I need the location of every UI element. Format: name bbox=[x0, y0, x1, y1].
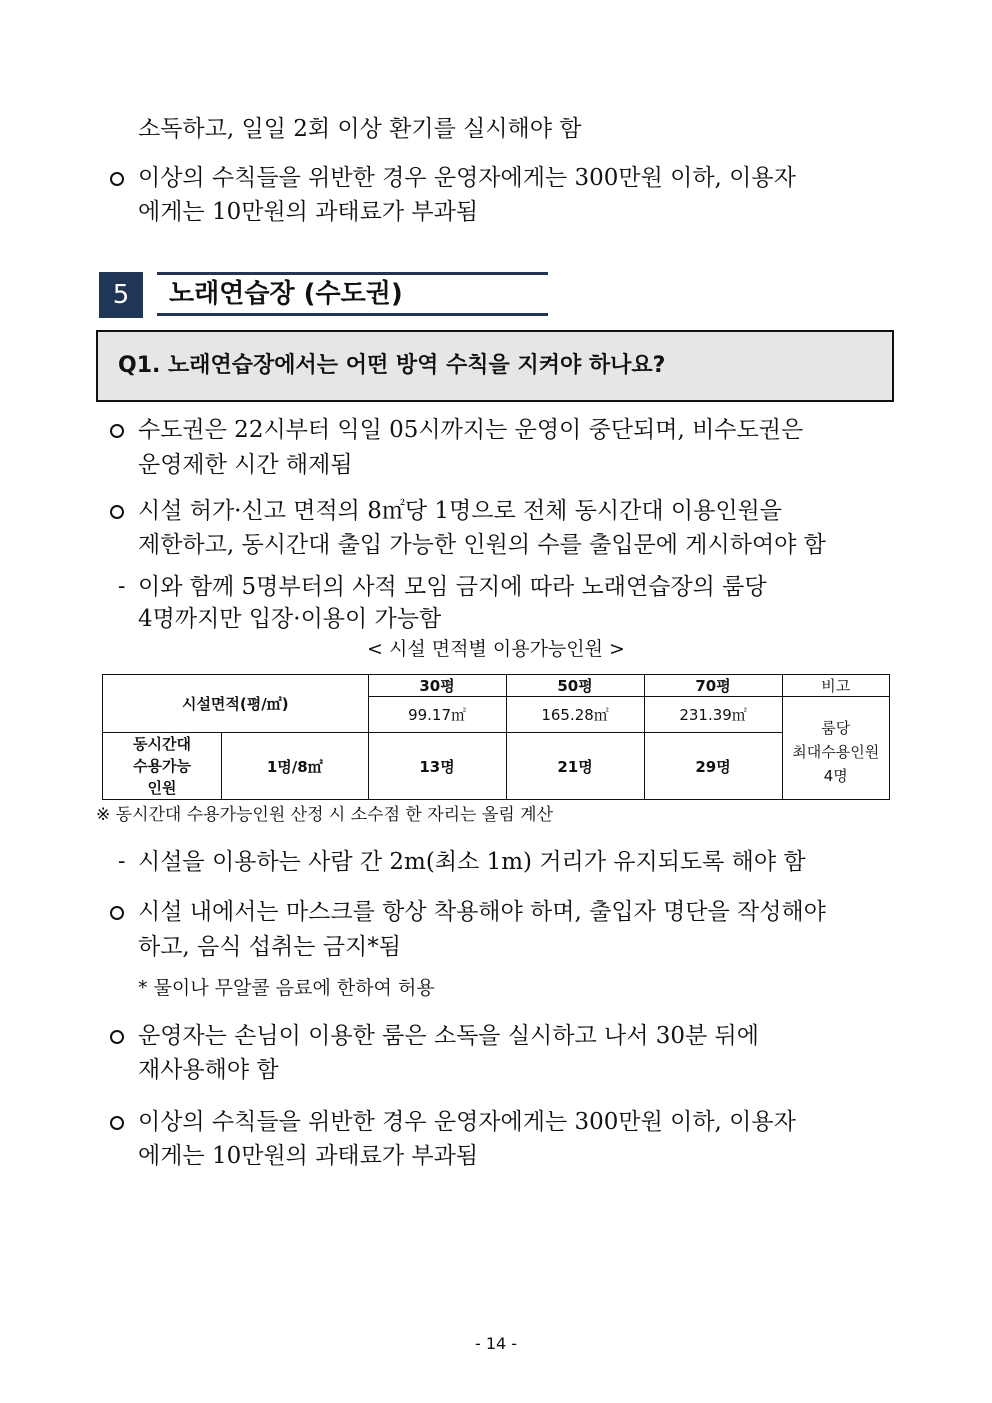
dash-icon: - bbox=[118, 849, 126, 874]
body-text-line: 하고, 음식 섭취는 금지*됨 bbox=[138, 934, 401, 960]
question-box: Q1. 노래연습장에서는 어떤 방역 수칙을 지켜야 하나요? bbox=[96, 330, 894, 402]
body-text-line: 소독하고, 일일 2회 이상 환기를 실시해야 함 bbox=[138, 116, 582, 142]
body-text-line: 수도권은 22시부터 익일 05시까지는 운영이 중단되며, 비수도권은 bbox=[138, 417, 804, 443]
area-70: 231.39㎡ bbox=[644, 697, 782, 733]
remark-cell bbox=[782, 697, 889, 800]
area-30: 99.17㎡ bbox=[368, 697, 506, 733]
col-header-30: 30평 bbox=[368, 675, 506, 697]
body-text-line: 재사용해야 함 bbox=[138, 1057, 279, 1083]
remark-line: 4명 bbox=[823, 767, 848, 785]
page-number: - 14 - bbox=[474, 1334, 518, 1353]
body-text-line: 이상의 수칙들을 위반한 경우 운영자에게는 300만원 이하, 이용자 bbox=[138, 165, 796, 191]
bullet-icon bbox=[110, 172, 124, 186]
row-label-line: 동시간대 bbox=[133, 735, 191, 753]
section-number: 5 bbox=[99, 272, 143, 318]
col-header-50: 50평 bbox=[506, 675, 644, 697]
bullet-icon bbox=[110, 906, 124, 920]
capacity-70: 29명 bbox=[644, 733, 782, 800]
table-note: ※ 동시간대 수용가능인원 산정 시 소수점 한 자리는 올림 계산 bbox=[96, 805, 554, 825]
remark-line: 최대수용인원 bbox=[792, 743, 880, 761]
remark-line: 룸당 bbox=[821, 719, 851, 737]
body-text-line: 시설 허가·신고 면적의 8㎡당 1명으로 전체 동시간대 이용인원을 bbox=[138, 498, 782, 524]
body-text-line: 시설을 이용하는 사람 간 2m(최소 1m) 거리가 유지되도록 해야 함 bbox=[138, 849, 806, 875]
footnote: * 물이나 무알콜 음료에 한하여 허용 bbox=[138, 977, 435, 999]
dash-icon: - bbox=[118, 574, 126, 599]
bullet-icon bbox=[110, 1116, 124, 1130]
col-header-remark: 비고 bbox=[782, 675, 889, 697]
body-text-line: 운영자는 손님이 이용한 룸은 소독을 실시하고 나서 30분 뒤에 bbox=[138, 1023, 759, 1049]
body-text-line: 에게는 10만원의 과태료가 부과됨 bbox=[138, 199, 479, 225]
body-text-line: 이와 함께 5명부터의 사적 모임 금지에 따라 노래연습장의 룸당 bbox=[138, 574, 767, 600]
capacity-50: 21명 bbox=[506, 733, 644, 800]
body-text-line: 운영제한 시간 해제됨 bbox=[138, 452, 353, 478]
area-header: 시설면적(평/㎡) bbox=[103, 675, 369, 733]
body-text-line: 에게는 10만원의 과태료가 부과됨 bbox=[138, 1143, 479, 1169]
col-header-70: 70평 bbox=[644, 675, 782, 697]
row-label-line: 수용가능 bbox=[133, 757, 191, 775]
row-label-line: 인원 bbox=[147, 779, 177, 797]
area-50: 165.28㎡ bbox=[506, 697, 644, 733]
row-label bbox=[103, 733, 222, 800]
bullet-icon bbox=[110, 1030, 124, 1044]
capacity-30: 13명 bbox=[368, 733, 506, 800]
body-text-line: 제한하고, 동시간대 출입 가능한 인원의 수를 출입문에 게시하여야 함 bbox=[138, 532, 826, 558]
capacity-table bbox=[102, 674, 890, 800]
body-text-line: 4명까지만 입장·이용이 가능함 bbox=[138, 606, 442, 632]
ratio-cell: 1명/8㎡ bbox=[222, 733, 369, 800]
body-text-line: 시설 내에서는 마스크를 항상 착용해야 하며, 출입자 명단을 작성해야 bbox=[138, 899, 826, 925]
table-caption: < 시설 면적별 이용가능인원 > bbox=[367, 638, 625, 660]
bullet-icon bbox=[110, 424, 124, 438]
body-text-line: 이상의 수칙들을 위반한 경우 운영자에게는 300만원 이하, 이용자 bbox=[138, 1109, 796, 1135]
section-title: 노래연습장 (수도권) bbox=[157, 272, 548, 316]
bullet-icon bbox=[110, 505, 124, 519]
